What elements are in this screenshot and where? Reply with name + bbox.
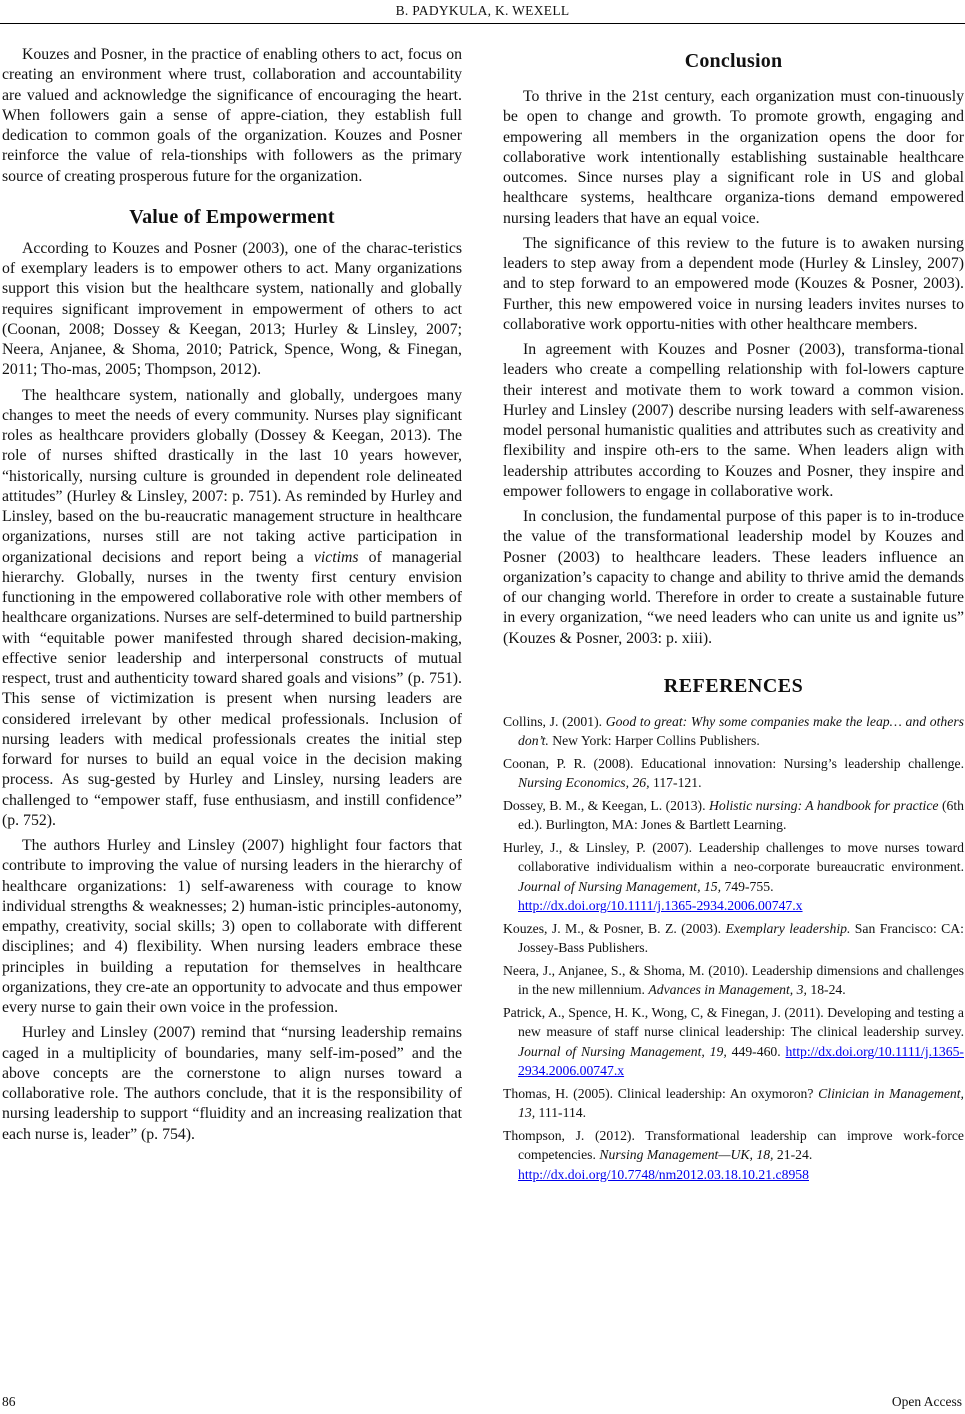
reference-title: Journal of Nursing Management, 19, — [518, 1043, 727, 1059]
reference-doi-link[interactable]: http://dx.doi.org/10.7748/nm2012.03.18.10.21.c8958 — [518, 1166, 809, 1182]
reference-text: Coonan, P. R. (2008). Educational innovation: Nursing’s leadership challenge. — [503, 755, 964, 771]
section-heading-conclusion: Conclusion — [684, 50, 783, 72]
running-head: B. PADYKULA, K. WEXELL — [395, 3, 570, 18]
section-heading-empowerment: Value of Empowerment — [129, 205, 335, 228]
reference-title: Nursing Economics, 26, — [518, 775, 650, 791]
reference-text: 21-24. — [773, 1147, 813, 1163]
reference-text: 117-121. — [649, 775, 702, 791]
reference-item — [503, 838, 964, 916]
reference-title: Clinician in Management, 13, — [518, 1085, 964, 1121]
reference-text: (6th ed.). Burlington, MA: Jones & Bartlett Learning. — [518, 797, 964, 833]
left-column — [2, 45, 462, 1145]
conclusion-paragraph-2: The significance of this review to the future is to awaken nursing leaders to step away from a dependent mode (Hurley & Linsley, 2007) and to step forward to an empowered mode (Kouzes & Posner, 2003). Further, this new empowered voice in nursing leaders invites nurses to collaborative work opportu-nities with other healthcare members. — [503, 234, 964, 333]
references-heading: REFERENCES — [663, 674, 804, 697]
reference-title: Holistic nursing: A handbook for practice — [708, 797, 939, 813]
paragraph-text: of managerial hierarchy. Globally, nurses in the twenty first century envision functioning in the empowered collaborative role with other members of healthcare organizations. Nurses are self-determined to build partnership with “equitable power manifested through shared decision-making, effective senior leadership and interpersonal constructs of mutual respect, trust and authenticity toward shared goals and visions” (p. 751). This sense of victimization is present when nursing leaders are considered irrelevant by other medical professionals. Inclusion of nursing leaders with medical professionals creates the initial step forward for nurses to build an equal voice in the decision making process. As sug-gested by Hurley and Linsley, nursing leaders are challenged to “empower staff, fuse enthusiasm, and instill confidence” (p. 752). — [2, 548, 462, 829]
reference-item — [503, 712, 964, 751]
footer-label: Open Access — [891, 1394, 962, 1409]
reference-text: Dossey, B. M., & Keegan, L. (2013). — [503, 797, 709, 813]
conclusion-paragraph-1: To thrive in the 21st century, each organization must con-tinuously be open to change and growth. To promote growth, engaging and empowering all members in the organization opens the door for collaborative work intentionally establishing sustainable healthcare outcomes. Since nurses play a significant role in US and global healthcare systems, healthcare organiza-tions demand empowered nursing leaders that have an equal voice. — [503, 88, 964, 227]
reference-text: San Francisco: CA: Jossey-Bass Publishers. — [518, 920, 964, 956]
reference-title: Exemplary leadership. — [725, 920, 851, 936]
reference-text: 18-24. — [806, 982, 846, 998]
reference-title: Good to great: Why some companies make the leap… and others don’t. — [518, 713, 964, 749]
reference-item — [503, 754, 964, 793]
reference-item — [503, 961, 964, 1000]
empowerment-paragraph-1: According to Kouzes and Posner (2003), one of the charac-teristics of exemplary leaders is to empower others to act. Many organizations support this vision but the healthcare system, nationally and globally requires significant improvement in empowerment of others to act (Coonan, 2008; Dossey & Keegan, 2013; Hurley & Linsley, 2007; Neera, Anjanee, & Shoma, 2010; Patrick, Spence, Wong, & Finegan, 2011; Tho-mas, 2005; Thompson, 2012). — [2, 239, 462, 379]
reference-text: Thompson, J. (2012). Transformational leadership can improve work-force competencies. — [503, 1127, 964, 1163]
reference-text: Hurley, J., & Linsley, P. (2007). Leadership challenges to move nurses toward collaborative individualism within a neo-corporate bureaucratic environment. — [503, 839, 964, 875]
reference-text: New York: Harper Collins Publishers. — [548, 733, 760, 749]
paragraph-text: The healthcare system, nationally and globally, undergoes many changes to meet the needs of every community. Nurses play significant roles as healthcare providers globally (Dossey & Keegan, 2013). The role of nurses shifted drastically in the last 10 years however, “historically, nursing culture is grounded in dependent role delineated attitudes” (Hurley & Linsley, 2007: p. 751). As reminded by Hurley and Linsley, based on the bu-reaucratic management structure in healthcare organizations, nurses still are not taking active participation in organizational decisions and report being a — [2, 386, 462, 566]
reference-item — [503, 919, 964, 958]
intro-paragraph: Kouzes and Posner, in the practice of enabling others to act, focus on creating an environment where trust, collaboration and accountability are valued and acknowledge the significance of encouraging the heart. When followers gain a sense of appre-ciation, they establish full dedication to common goals of the organization. Kouzes and Posner reinforce the value of rela-tionships with followers as the primary source of creating prosperous future for the organization. — [2, 46, 462, 185]
reference-text: 111-114. — [535, 1105, 587, 1121]
reference-title: Advances in Management, 3, — [648, 982, 807, 998]
reference-doi-link[interactable]: http://dx.doi.org/10.1111/j.1365-2934.2006.00747.x — [518, 1043, 964, 1079]
reference-title: Journal of Nursing Management, 15, — [518, 878, 722, 894]
empowerment-paragraph-2 — [2, 386, 462, 832]
header-rule — [0, 23, 965, 24]
reference-text: Collins, J. (2001). — [503, 713, 606, 729]
reference-item — [503, 1003, 964, 1081]
reference-text: 749-755. — [721, 878, 774, 894]
reference-doi-link[interactable]: http://dx.doi.org/10.1111/j.1365-2934.2006.00747.x — [518, 898, 803, 914]
right-column — [503, 45, 964, 1187]
emphasis-victims: victims — [313, 548, 359, 566]
reference-text: Kouzes, J. M., & Posner, B. Z. (2003). — [503, 920, 726, 936]
reference-text: Thomas, H. (2005). Clinical leadership: An oxymoron? — [503, 1085, 819, 1101]
reference-text: 449-460. — [726, 1043, 786, 1059]
conclusion-paragraph-3: In agreement with Kouzes and Posner (2003), transforma-tional leaders who create a compelling relationship with fol-lowers capture their interest and motivate them to work toward a common vision. Hurley and Linsley (2007) describe nursing leaders with self-awareness model personal humanistic qualities and attributes such as creativity and flexibility and inspire oth-ers to the same. When leaders align with leadership attributes according to Kouzes and Posner, they inspire and empower followers to engage in collaborative work. — [503, 341, 964, 500]
reference-title: Nursing Management—UK, 18, — [599, 1147, 774, 1163]
reference-text: Patrick, A., Spence, H. K., Wong, C, & Finegan, J. (2011). Developing and testing a new measure of staff nurse clinical leadership: The clinical leadership survey. — [503, 1004, 964, 1040]
reference-list — [503, 712, 964, 1185]
reference-item — [503, 1126, 964, 1185]
empowerment-paragraph-3: The authors Hurley and Linsley (2007) highlight four factors that contribute to improving the value of nursing leaders in the hierarchy of healthcare organizations: 1) self-awareness with courage to know individual strengths & weaknesses; 2) human-istic principles-autonomy, empathy, creativity, social skills; 3) open to collaborate with different disciplines; and 4) flexibility. When nursing leaders embrace these principles in building a reputation for themselves in healthcare organizations, they cre-ate an opportunity to advocate and thus empower every nurse to gain their own voice in the profession. — [2, 837, 462, 1016]
reference-item — [503, 796, 964, 835]
conclusion-paragraph-4: In conclusion, the fundamental purpose of this paper is to in-troduce the value of the transformational leadership model by Kouzes and Posner (2003) to healthcare leaders. These leaders influence an organization’s capacity to change and ability to thrive amid the demands of our changing world. Therefore in order to create a sustainable future in every organization, “we need leaders who can unite us and ignite us” (Kouzes & Posner, 2003: p. xiii). — [503, 508, 964, 647]
page-number: 86 — [2, 1394, 16, 1409]
reference-text: Neera, J., Anjanee, S., & Shoma, M. (2010). Leadership dimensions and challenges in the new millennium. — [503, 962, 964, 998]
empowerment-paragraph-4: Hurley and Linsley (2007) remind that “nursing leadership remains caged in a multiplicity of boundaries, many self-im-posed” and the above concepts are the cornerstone to align nurses toward a collaborative role. The authors conclude, that it is the responsibility of nursing leadership to support “fluidity and an increasing realization that each nurse is, leader” (p. 754). — [2, 1024, 462, 1143]
reference-item — [503, 1084, 964, 1123]
